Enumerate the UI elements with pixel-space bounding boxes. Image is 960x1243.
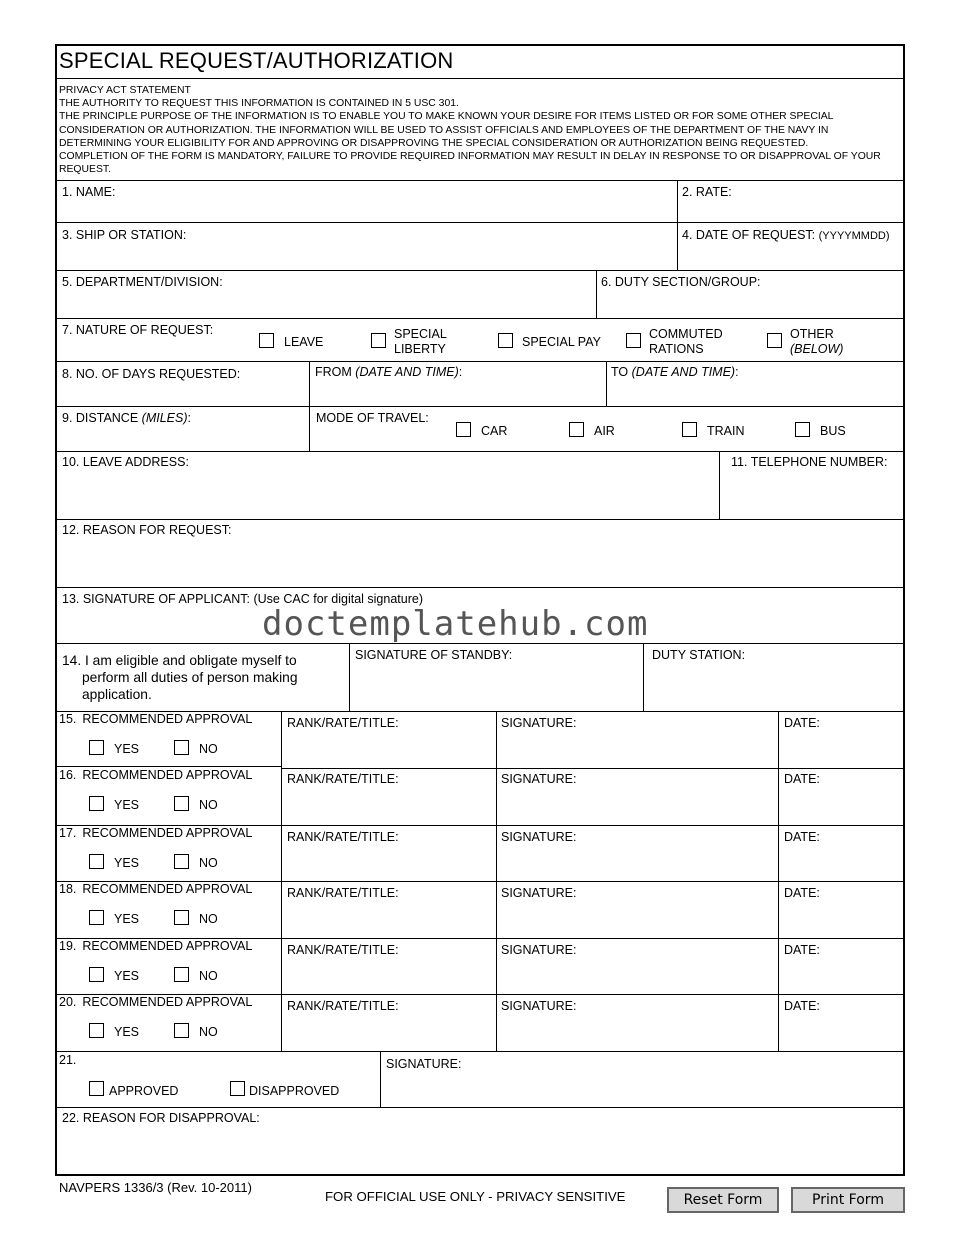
ship-station-label: 3. SHIP OR STATION: bbox=[62, 228, 187, 242]
final-signature-field[interactable] bbox=[382, 1074, 901, 1105]
disapproved-checkbox[interactable] bbox=[230, 1081, 245, 1096]
commuted-rations-option-label bbox=[649, 327, 723, 357]
approval-yes-checkbox[interactable] bbox=[89, 967, 104, 982]
special-liberty-checkbox[interactable] bbox=[371, 333, 386, 348]
reason-field[interactable] bbox=[57, 540, 901, 585]
approval-no-checkbox[interactable] bbox=[174, 854, 189, 869]
reason-disapproval-label: 22. REASON FOR DISAPPROVAL: bbox=[62, 1111, 260, 1125]
form-number: NAVPERS 1336/3 (Rev. 10-2011) bbox=[59, 1180, 252, 1195]
approval-date-label: DATE: bbox=[784, 999, 820, 1013]
from-note: (DATE AND TIME) bbox=[355, 365, 459, 379]
approval-no-checkbox[interactable] bbox=[174, 740, 189, 755]
approval-rank-field[interactable] bbox=[283, 789, 494, 821]
approval-signature-label: SIGNATURE: bbox=[501, 716, 577, 730]
approval-yes-checkbox[interactable] bbox=[89, 796, 104, 811]
other-line2 bbox=[790, 342, 843, 357]
approval-yes-checkbox[interactable] bbox=[89, 854, 104, 869]
approval-no-checkbox[interactable] bbox=[174, 910, 189, 925]
divider bbox=[719, 451, 720, 519]
approval-no-label: NO bbox=[199, 912, 218, 926]
approval-number: 15. bbox=[59, 712, 77, 726]
from-label: FROM (DATE AND TIME): bbox=[315, 365, 463, 379]
divider bbox=[349, 643, 350, 711]
special-liberty-option-label bbox=[394, 327, 447, 357]
approval-yes-checkbox[interactable] bbox=[89, 740, 104, 755]
distance-field[interactable] bbox=[57, 428, 307, 449]
final-signature-label: SIGNATURE: bbox=[386, 1057, 462, 1071]
approval-number: 17. bbox=[59, 826, 77, 840]
divider bbox=[596, 270, 597, 318]
approved-checkbox[interactable] bbox=[89, 1081, 104, 1096]
distance-unit: (MILES) bbox=[141, 411, 188, 425]
approval-signature-label: SIGNATURE: bbox=[501, 999, 577, 1013]
date-format-hint: (YYYYMMDD) bbox=[818, 230, 890, 242]
approval-date-label: DATE: bbox=[784, 886, 820, 900]
bus-checkbox[interactable] bbox=[795, 422, 810, 437]
leave-checkbox[interactable] bbox=[259, 333, 274, 348]
approval-yes-checkbox[interactable] bbox=[89, 1023, 104, 1038]
date-of-request-field[interactable] bbox=[679, 245, 901, 268]
divider bbox=[56, 766, 281, 767]
approval-rank-field[interactable] bbox=[283, 903, 494, 935]
special-liberty-line1: SPECIAL bbox=[394, 327, 447, 341]
eligibility-statement bbox=[62, 652, 298, 703]
approval-rank-field[interactable] bbox=[283, 1016, 494, 1048]
air-checkbox[interactable] bbox=[569, 422, 584, 437]
divider bbox=[56, 406, 904, 407]
approved-label: APPROVED bbox=[109, 1084, 179, 1098]
divider bbox=[56, 1107, 904, 1108]
form-title: SPECIAL REQUEST/AUTHORIZATION bbox=[59, 48, 454, 73]
approval-yes-label: YES bbox=[114, 969, 140, 983]
approval-yes-label: YES bbox=[114, 742, 140, 756]
applicant-signature-label: 13. SIGNATURE OF APPLICANT: (Use CAC for digital signature) bbox=[62, 592, 423, 606]
approval-rank-label: RANK/RATE/TITLE: bbox=[287, 886, 399, 900]
approval-signature-label: SIGNATURE: bbox=[501, 886, 577, 900]
approval-signature-field[interactable] bbox=[498, 847, 776, 879]
divider bbox=[281, 768, 904, 769]
rate-field[interactable] bbox=[679, 200, 901, 220]
approval-date-field[interactable] bbox=[780, 847, 901, 879]
divider bbox=[56, 587, 904, 588]
approval-row-heading bbox=[59, 939, 252, 953]
divider bbox=[56, 180, 904, 181]
approval-no-label: NO bbox=[199, 742, 218, 756]
nature-of-request-label: 7. NATURE OF REQUEST: bbox=[62, 323, 214, 337]
approval-no-checkbox[interactable] bbox=[174, 1023, 189, 1038]
approval-no-checkbox[interactable] bbox=[174, 796, 189, 811]
approval-label: RECOMMENDED APPROVAL bbox=[82, 882, 253, 896]
approval-rank-field[interactable] bbox=[283, 960, 494, 992]
final-decision-number: 21. bbox=[59, 1053, 77, 1067]
distance-text: 9. DISTANCE bbox=[62, 411, 139, 425]
telephone-label: 11. TELEPHONE NUMBER: bbox=[731, 455, 888, 469]
approval-label: RECOMMENDED APPROVAL bbox=[82, 768, 253, 782]
watermark: doctemplatehub.com bbox=[262, 604, 649, 644]
approval-no-label: NO bbox=[199, 1025, 218, 1039]
department-label: 5. DEPARTMENT/DIVISION: bbox=[62, 275, 223, 289]
rate-label: 2. RATE: bbox=[682, 185, 732, 199]
car-checkbox[interactable] bbox=[456, 422, 471, 437]
approval-rank-label: RANK/RATE/TITLE: bbox=[287, 772, 399, 786]
approval-date-field[interactable] bbox=[780, 903, 901, 935]
telephone-field[interactable] bbox=[721, 472, 901, 517]
divider bbox=[56, 361, 904, 362]
divider bbox=[643, 643, 644, 711]
days-requested-label: 8. NO. OF DAYS REQUESTED: bbox=[62, 367, 241, 381]
approval-rank-field[interactable] bbox=[283, 847, 494, 879]
duty-section-label: 6. DUTY SECTION/GROUP: bbox=[601, 275, 761, 289]
approval-no-label: NO bbox=[199, 969, 218, 983]
reset-form-button[interactable]: Reset Form bbox=[667, 1187, 779, 1213]
approval-rank-label: RANK/RATE/TITLE: bbox=[287, 943, 399, 957]
approval-label: RECOMMENDED APPROVAL bbox=[82, 939, 253, 953]
other-line1: OTHER bbox=[790, 327, 834, 341]
commuted-rations-line1: COMMUTED bbox=[649, 327, 723, 341]
divider bbox=[677, 180, 678, 270]
commuted-rations-checkbox[interactable] bbox=[626, 333, 641, 348]
other-option-label bbox=[790, 327, 843, 357]
approval-signature-label: SIGNATURE: bbox=[501, 772, 577, 786]
train-checkbox[interactable] bbox=[682, 422, 697, 437]
to-note: (DATE AND TIME) bbox=[631, 365, 736, 379]
bus-option-label: BUS bbox=[820, 424, 846, 438]
approval-date-field[interactable] bbox=[780, 789, 901, 821]
privacy-authority: THE AUTHORITY TO REQUEST THIS INFORMATION IS CONTAINED IN 5 USC 301. bbox=[59, 98, 459, 110]
air-option-label: AIR bbox=[594, 424, 615, 438]
from-text: FROM bbox=[315, 365, 352, 379]
to-text: TO bbox=[611, 365, 629, 379]
approval-date-label: DATE: bbox=[784, 943, 820, 957]
approval-date-label: DATE: bbox=[784, 830, 820, 844]
approval-label: RECOMMENDED APPROVAL bbox=[82, 826, 253, 840]
divider bbox=[496, 711, 497, 1051]
divider bbox=[606, 361, 607, 406]
approval-rank-label: RANK/RATE/TITLE: bbox=[287, 716, 399, 730]
approval-no-checkbox[interactable] bbox=[174, 967, 189, 982]
approval-rank-field[interactable] bbox=[283, 733, 494, 765]
duty-station-field[interactable] bbox=[645, 665, 901, 709]
eligibility-line2: perform all duties of person making bbox=[82, 670, 298, 685]
leave-option-label: LEAVE bbox=[284, 335, 324, 349]
approval-date-field[interactable] bbox=[780, 733, 901, 765]
leave-address-label: 10. LEAVE ADDRESS: bbox=[62, 455, 189, 469]
approval-row-heading bbox=[59, 712, 252, 726]
distance-label: 9. DISTANCE (MILES): bbox=[62, 411, 191, 425]
from-field[interactable] bbox=[311, 382, 604, 404]
divider bbox=[56, 270, 904, 271]
reason-label: 12. REASON FOR REQUEST: bbox=[62, 523, 232, 537]
duty-station-label: DUTY STATION: bbox=[652, 648, 746, 662]
divider bbox=[380, 1051, 381, 1107]
approval-yes-label: YES bbox=[114, 912, 140, 926]
car-option-label: CAR bbox=[481, 424, 508, 438]
approval-signature-field[interactable] bbox=[498, 903, 776, 935]
privacy-completion: COMPLETION OF THE FORM IS MANDATORY, FAILURE TO PROVIDE REQUIRED INFORMATION MAY RESULT IN DELAY IN RESPONSE TO OR DISAPPROVAL OF YOUR REQUEST. bbox=[59, 151, 881, 176]
eligibility-line3: application. bbox=[82, 687, 152, 702]
approval-signature-label: SIGNATURE: bbox=[501, 943, 577, 957]
name-field[interactable] bbox=[57, 200, 675, 220]
special-pay-option-label: SPECIAL PAY bbox=[522, 335, 601, 349]
approval-signature-field[interactable] bbox=[498, 789, 776, 821]
eligibility-line1: 14. I am eligible and obligate myself to bbox=[62, 653, 297, 668]
mode-of-travel-label: MODE OF TRAVEL: bbox=[316, 411, 429, 425]
leave-address-field[interactable] bbox=[57, 472, 717, 517]
privacy-act-statement bbox=[59, 84, 899, 176]
duty-section-field[interactable] bbox=[598, 292, 901, 316]
divider bbox=[778, 711, 779, 1051]
train-option-label: TRAIN bbox=[707, 424, 745, 438]
date-of-request-text: 4. DATE OF REQUEST: bbox=[682, 228, 816, 242]
approval-label: RECOMMENDED APPROVAL bbox=[82, 712, 253, 726]
approval-date-label: DATE: bbox=[784, 716, 820, 730]
approval-number: 16. bbox=[59, 768, 77, 782]
standby-signature-label: SIGNATURE OF STANDBY: bbox=[355, 648, 513, 662]
to-label: TO (DATE AND TIME): bbox=[611, 365, 739, 379]
disapproved-label: DISAPPROVED bbox=[249, 1084, 340, 1098]
approval-row-heading bbox=[59, 882, 252, 896]
divider bbox=[56, 519, 904, 520]
other-checkbox[interactable] bbox=[767, 333, 782, 348]
commuted-rations-line2: RATIONS bbox=[649, 342, 704, 356]
approval-signature-label: SIGNATURE: bbox=[501, 830, 577, 844]
divider bbox=[56, 1051, 904, 1052]
divider bbox=[281, 711, 282, 1051]
approval-signature-field[interactable] bbox=[498, 960, 776, 992]
approval-no-label: NO bbox=[199, 798, 218, 812]
print-form-button[interactable]: Print Form bbox=[791, 1187, 905, 1213]
official-use-notice: FOR OFFICIAL USE ONLY - PRIVACY SENSITIVE bbox=[325, 1189, 626, 1204]
date-of-request-label bbox=[682, 228, 890, 242]
divider bbox=[56, 78, 904, 79]
reason-disapproval-field[interactable] bbox=[57, 1128, 901, 1173]
privacy-heading: PRIVACY ACT STATEMENT bbox=[59, 85, 191, 96]
special-liberty-line2: LIBERTY bbox=[394, 342, 446, 356]
approval-number: 20. bbox=[59, 995, 77, 1009]
approval-date-field[interactable] bbox=[780, 1016, 901, 1048]
approval-rank-label: RANK/RATE/TITLE: bbox=[287, 999, 399, 1013]
approval-row-heading bbox=[59, 768, 252, 782]
approval-row-heading bbox=[59, 995, 252, 1009]
privacy-purpose: THE PRINCIPLE PURPOSE OF THE INFORMATION IS TO ENABLE YOU TO MAKE KNOWN YOUR DESIRE FOR ITEMS LISTED OR FOR SOME OTHER SPECIAL CONSIDERATION OR AUTHORIZATION. THE INFORMATION WILL BE USED TO ASSIST OFFICIALS AND EMPLOYEES OF THE DEPARTMENT OF THE NAVY IN DETERMINING YOUR ELIGIBILITY FOR AND APPROVING OR DISAPPROVING THE SPECIAL CONSIDERATION OR AUTHORIZATION BEING REQUESTED. bbox=[59, 111, 834, 149]
approval-yes-label: YES bbox=[114, 1025, 140, 1039]
approval-date-field[interactable] bbox=[780, 960, 901, 992]
special-pay-checkbox[interactable] bbox=[498, 333, 513, 348]
approval-yes-checkbox[interactable] bbox=[89, 910, 104, 925]
approval-rank-label: RANK/RATE/TITLE: bbox=[287, 830, 399, 844]
approval-signature-field[interactable] bbox=[498, 733, 776, 765]
approval-label: RECOMMENDED APPROVAL bbox=[82, 995, 253, 1009]
standby-signature-field[interactable] bbox=[351, 665, 641, 709]
approval-no-label: NO bbox=[199, 856, 218, 870]
ship-station-field[interactable] bbox=[57, 245, 675, 268]
approval-date-label: DATE: bbox=[784, 772, 820, 786]
approval-yes-label: YES bbox=[114, 856, 140, 870]
department-field[interactable] bbox=[57, 292, 594, 316]
divider bbox=[309, 361, 310, 451]
approval-signature-field[interactable] bbox=[498, 1016, 776, 1048]
approval-row-heading bbox=[59, 826, 252, 840]
divider bbox=[56, 222, 904, 223]
to-field[interactable] bbox=[608, 382, 901, 404]
divider bbox=[56, 451, 904, 452]
other-note: (BELOW) bbox=[790, 342, 844, 356]
days-requested-field[interactable] bbox=[57, 384, 307, 404]
approval-yes-label: YES bbox=[114, 798, 140, 812]
approval-number: 18. bbox=[59, 882, 77, 896]
name-label: 1. NAME: bbox=[62, 185, 116, 199]
divider bbox=[56, 318, 904, 319]
approval-number: 19. bbox=[59, 939, 77, 953]
